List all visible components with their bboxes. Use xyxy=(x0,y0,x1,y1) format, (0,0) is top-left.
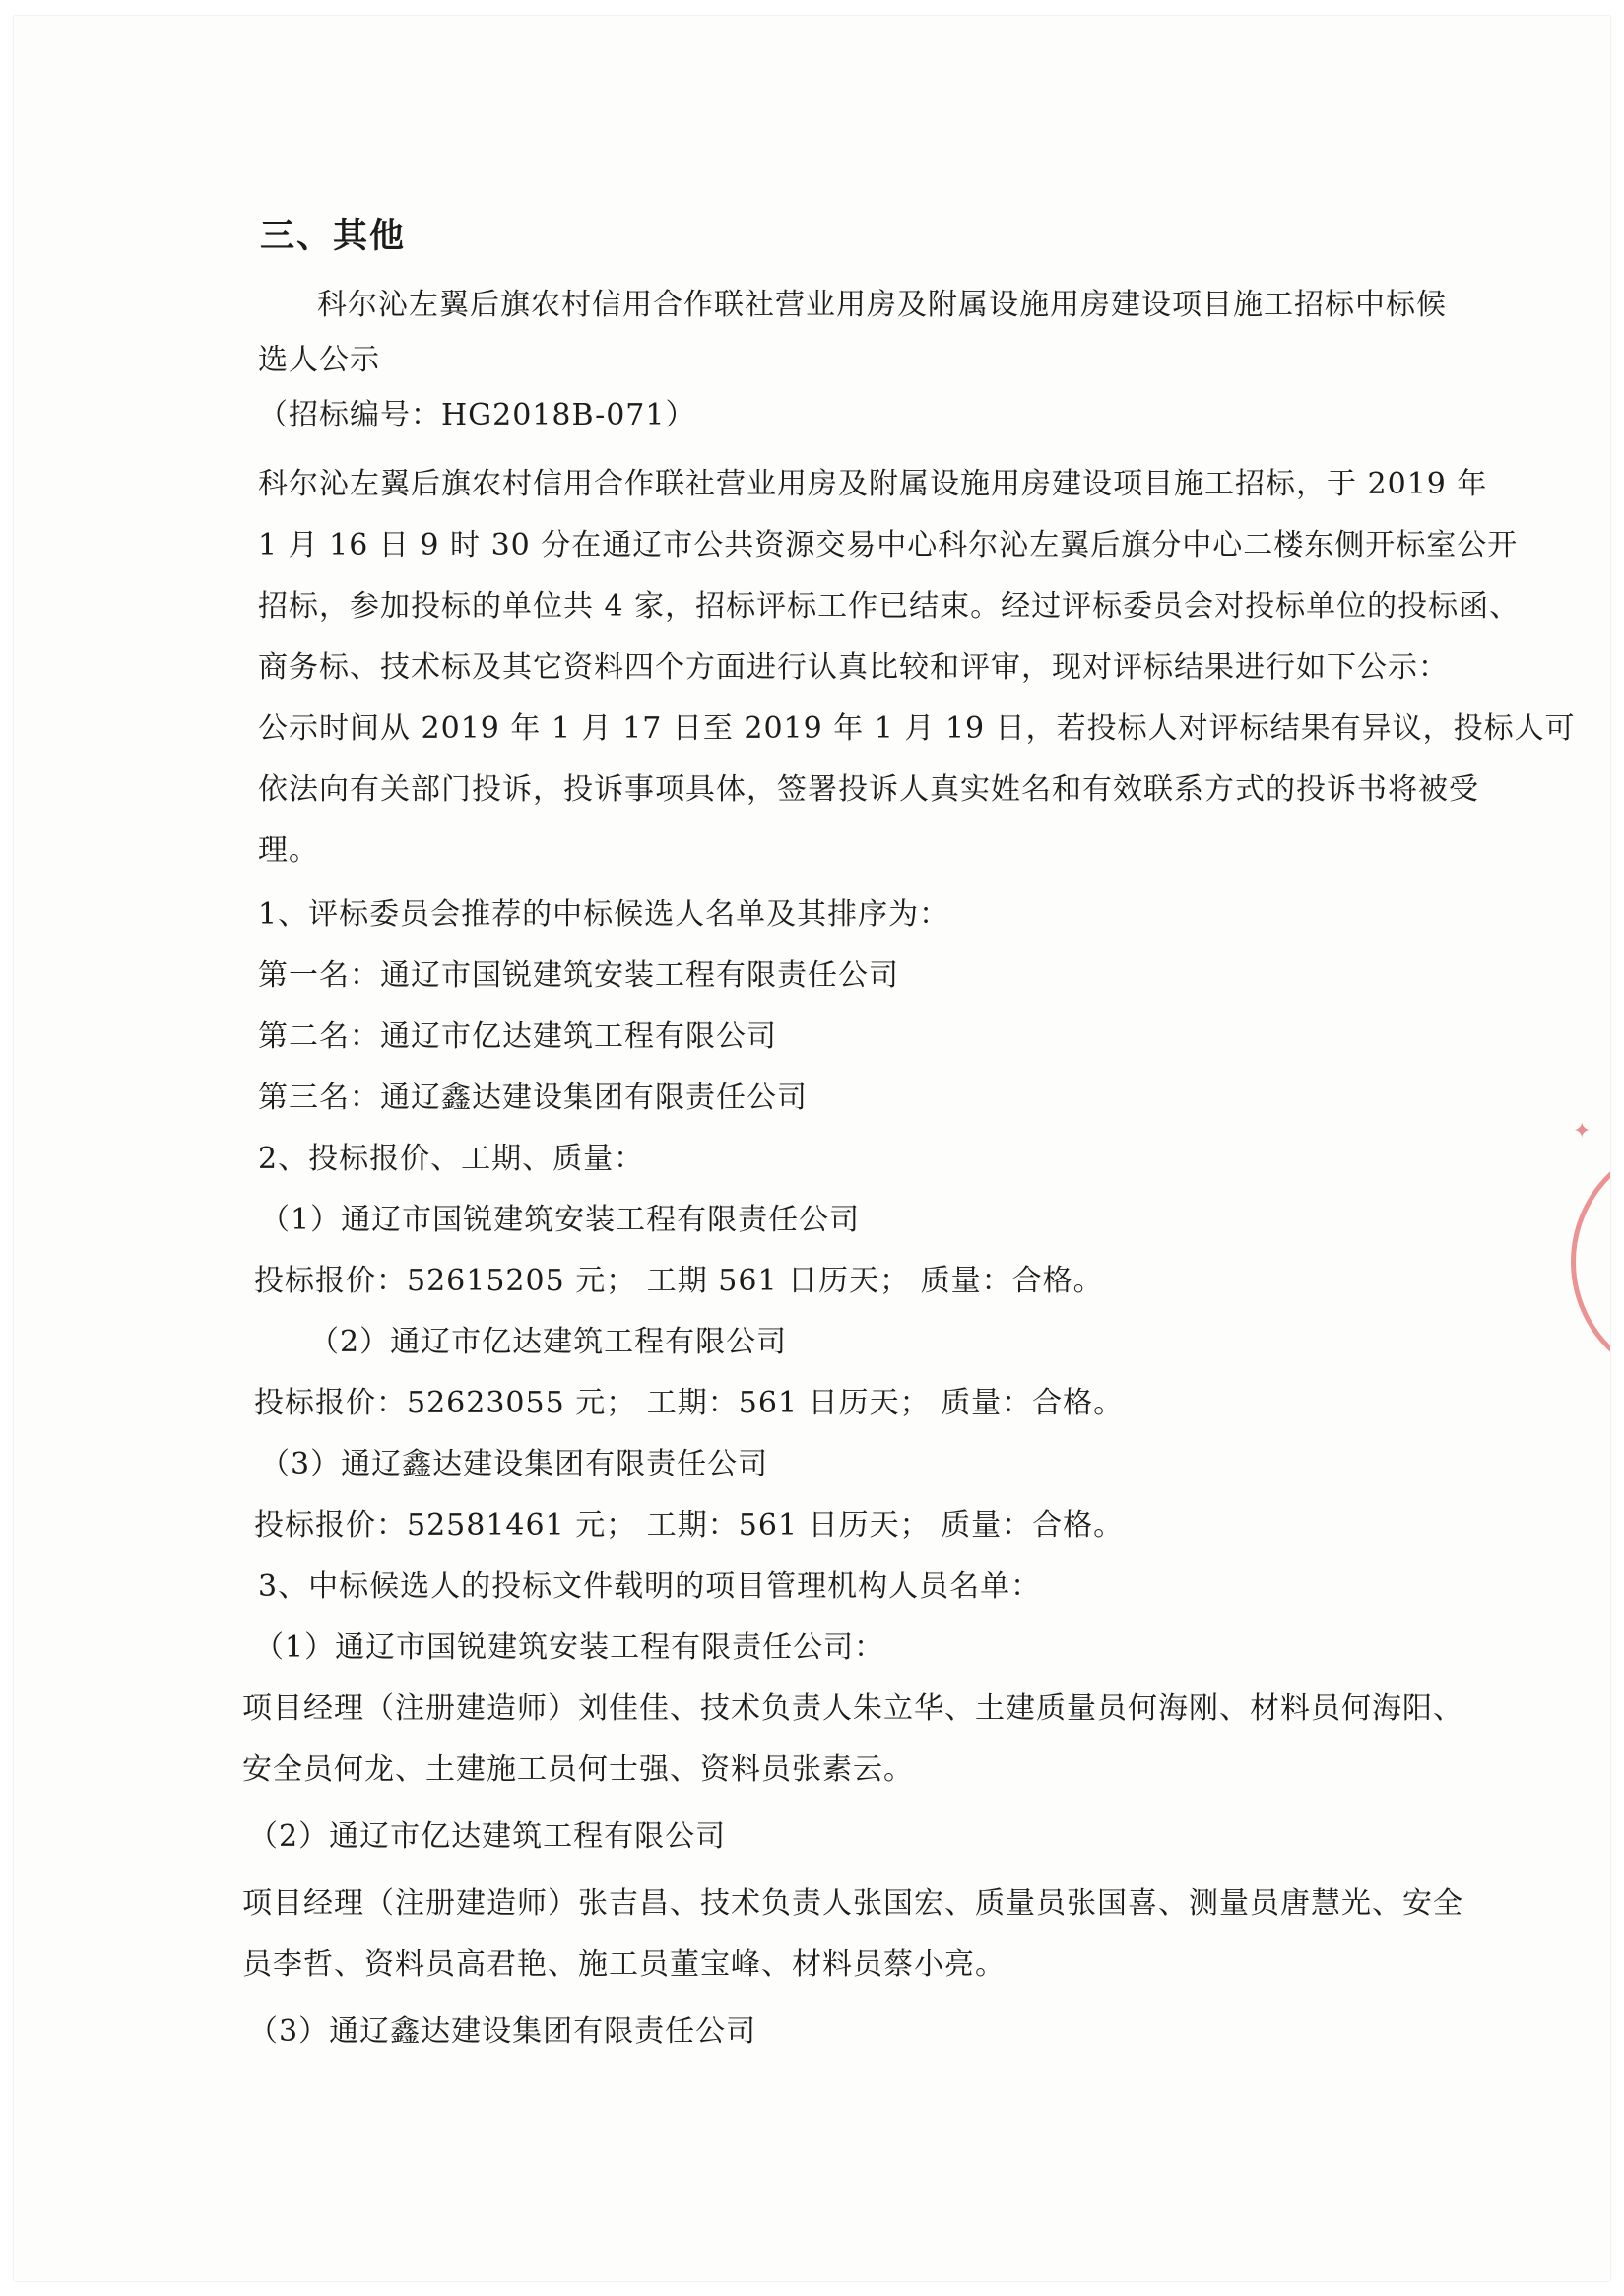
team-3-name: （3）通辽鑫达建设集团有限责任公司 xyxy=(248,2014,757,2049)
red-seal-stamp: ✦ xyxy=(1551,1099,1610,1414)
bidder-2-quote: 投标报价：52623055 元； 工期：561 日历天； 质量：合格。 xyxy=(254,1386,1125,1420)
bidder-3-name: （3）通辽鑫达建设集团有限责任公司 xyxy=(260,1447,769,1481)
tender-number: （招标编号：HG2018B-071） xyxy=(258,398,696,432)
candidate-rank-1: 第一名：通辽市国锐建筑安装工程有限责任公司 xyxy=(258,958,899,993)
document-page xyxy=(14,16,1610,2281)
paragraph-line: 科尔沁左翼后旗农村信用合作联社营业用房及附属设施用房建设项目施工招标，于 2019 年 xyxy=(258,467,1488,501)
team-1-name: （1）通辽市国锐建筑安装工程有限责任公司： xyxy=(254,1630,885,1665)
bidder-1-quote: 投标报价：52615205 元； 工期 561 日历天； 质量：合格。 xyxy=(254,1264,1104,1298)
team-2-members: 项目经理（注册建造师）张吉昌、技术负责人张国宏、质量员张国喜、测量员唐慧光、安全 xyxy=(242,1886,1463,1921)
title-line-2: 选人公示 xyxy=(258,343,380,377)
paragraph-line: 1 月 16 日 9 时 30 分在通辽市公共资源交易中心科尔沁左翼后旗分中心二楼东侧开标室公开 xyxy=(258,528,1519,562)
paragraph-line: 依法向有关部门投诉，投诉事项具体，签署投诉人真实姓名和有效联系方式的投诉书将被受 xyxy=(258,772,1479,807)
paragraph-line: 理。 xyxy=(258,833,319,868)
section-2-title: 2、投标报价、工期、质量： xyxy=(258,1142,645,1176)
candidate-rank-3: 第三名：通辽鑫达建设集团有限责任公司 xyxy=(258,1081,808,1115)
section-3-title: 3、中标候选人的投标文件载明的项目管理机构人员名单： xyxy=(258,1569,1042,1604)
bidder-1-name: （1）通辽市国锐建筑安装工程有限责任公司 xyxy=(260,1203,861,1237)
bidder-3-quote: 投标报价：52581461 元； 工期：561 日历天； 质量：合格。 xyxy=(254,1508,1125,1542)
team-1-members: 安全员何龙、土建施工员何士强、资料员张素云。 xyxy=(242,1752,914,1787)
team-2-name: （2）通辽市亿达建筑工程有限公司 xyxy=(248,1819,727,1854)
paragraph-line: 商务标、技术标及其它资料四个方面进行认真比较和评审，现对评标结果进行如下公示： xyxy=(258,650,1449,685)
bidder-2-name: （2）通辽市亿达建筑工程有限公司 xyxy=(309,1325,788,1359)
paragraph-line: 招标，参加投标的单位共 4 家，招标评标工作已结束。经过评标委员会对投标单位的投标函、 xyxy=(258,589,1521,623)
section-1-title: 1、评标委员会推荐的中标候选人名单及其排序为： xyxy=(258,897,950,932)
team-1-members: 项目经理（注册建造师）刘佳佳、技术负责人朱立华、土建质量员何海刚、材料员何海阳、 xyxy=(242,1691,1463,1726)
team-2-members: 员李哲、资料员高君艳、施工员董宝峰、材料员蔡小亮。 xyxy=(242,1947,1006,1982)
section-heading: 三、其他 xyxy=(260,217,407,256)
candidate-rank-2: 第二名：通辽市亿达建筑工程有限公司 xyxy=(258,1019,777,1054)
paragraph-line: 公示时间从 2019 年 1 月 17 日至 2019 年 1 月 19 日，若投标人对评标结果有异议，投标人可 xyxy=(258,711,1576,746)
title-line-1: 科尔沁左翼后旗农村信用合作联社营业用房及附属设施用房建设项目施工招标中标候 xyxy=(317,288,1447,322)
